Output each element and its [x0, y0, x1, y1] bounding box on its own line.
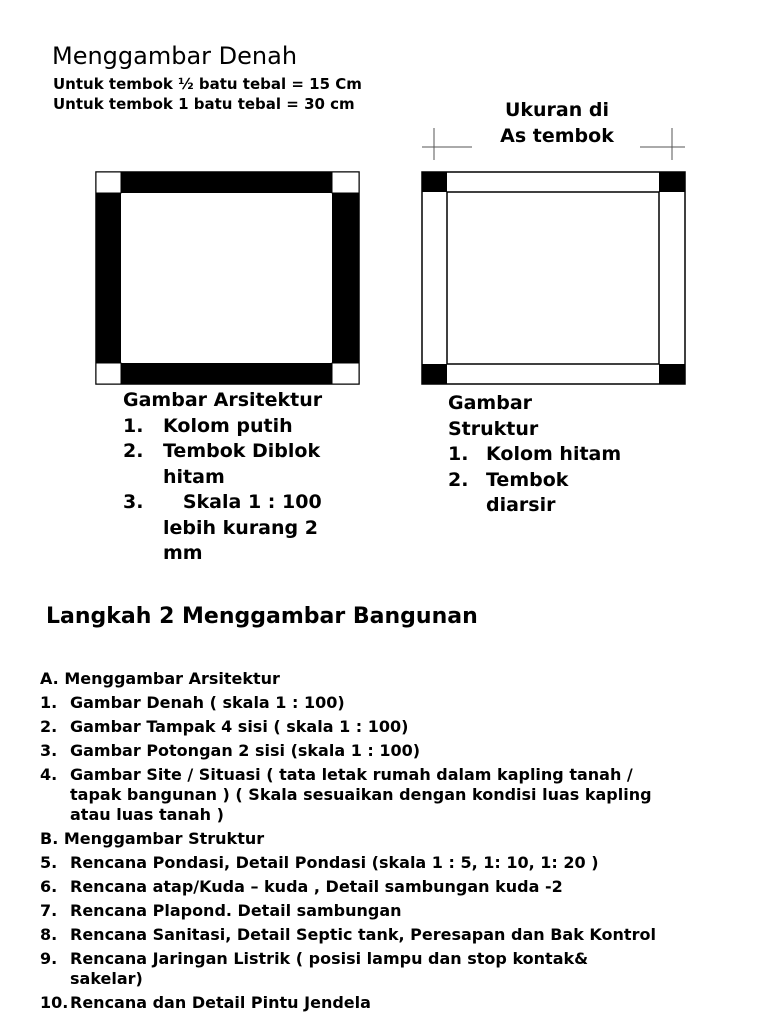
list-number: 3. — [123, 491, 144, 513]
section-heading-arsitektur: A. Menggambar Arsitektur — [40, 669, 280, 688]
arch-column-br — [332, 363, 359, 384]
list-number: 2. — [448, 468, 469, 491]
architectural-plan-drawing — [96, 172, 359, 384]
list-text: Rencana Jaringan Listrik ( posisi lampu dan stop kontak& sakelar) — [70, 949, 589, 988]
intro-line-half-brick: Untuk tembok ½ batu tebal = 15 Cm — [53, 75, 362, 93]
list-number: 4. — [40, 765, 58, 784]
struct-column-bl — [422, 364, 447, 384]
list-item — [448, 442, 648, 468]
list-text: Rencana Plapond. Detail sambungan — [70, 901, 402, 920]
list-number: 6. — [40, 877, 58, 896]
section-heading-struktur: B. Menggambar Struktur — [40, 829, 265, 848]
list-text: Kolom putih — [163, 414, 293, 437]
structural-caption — [448, 391, 648, 519]
list-item — [40, 993, 760, 1013]
list-number: 3. — [40, 741, 58, 760]
arch-wall-bottom — [121, 363, 332, 384]
list-item — [448, 468, 648, 519]
dimension-note-line1: Ukuran di — [504, 99, 610, 121]
list-item — [40, 693, 760, 713]
architectural-caption — [123, 388, 358, 567]
list-item — [123, 414, 358, 440]
dimension-note — [486, 97, 628, 149]
list-number: 9. — [40, 949, 58, 968]
list-text: Gambar Site / Situasi ( tata letak rumah dalam kapling tanah / tapak bangunan ) ( Skala sesuaikan dengan kondisi luas kapling atau luas tanah ) — [70, 765, 652, 824]
task-list — [40, 669, 760, 1017]
struct-column-tr — [659, 172, 685, 192]
arch-wall-top — [121, 172, 332, 193]
list-text: Rencana atap/Kuda – kuda , Detail sambungan kuda -2 — [70, 877, 563, 896]
struct-column-br — [659, 364, 685, 384]
struct-column-tl — [422, 172, 447, 192]
list-text: Skala 1 : 100 lebih kurang 2 mm — [163, 491, 329, 564]
list-item — [40, 925, 760, 945]
list-number: 1. — [448, 443, 469, 465]
dimension-note-line2: As tembok — [500, 125, 614, 147]
list-item — [40, 901, 760, 921]
list-text: Gambar Tampak 4 sisi ( skala 1 : 100) — [70, 717, 409, 736]
structural-plan-drawing — [422, 172, 685, 384]
list-text: Gambar Denah ( skala 1 : 100) — [70, 693, 345, 712]
structural-caption-heading-line1: Gambar — [448, 392, 533, 414]
list-item — [40, 853, 760, 873]
list-text: Gambar Potongan 2 sisi (skala 1 : 100) — [70, 741, 421, 760]
architectural-caption-heading: Gambar Arsitektur — [123, 389, 323, 411]
structural-caption-heading-line2: Struktur — [448, 417, 539, 440]
arch-column-tr — [332, 172, 359, 193]
arch-column-tl — [96, 172, 121, 193]
list-text: Rencana Pondasi, Detail Pondasi (skala 1 : 5, 1: 10, 1: 20 ) — [70, 853, 599, 872]
list-number: 2. — [123, 440, 144, 462]
list-item — [123, 490, 358, 567]
arch-column-bl — [96, 363, 121, 384]
list-number: 10. — [40, 993, 69, 1012]
list-text: Tembok Diblok hitam — [163, 440, 321, 488]
list-item — [40, 877, 760, 897]
list-text: Rencana dan Detail Pintu Jendela — [70, 993, 371, 1012]
list-number: 8. — [40, 925, 58, 944]
list-number: 2. — [40, 717, 58, 736]
list-number: 5. — [40, 853, 58, 872]
intro-line-full-brick: Untuk tembok 1 batu tebal = 30 cm — [53, 95, 355, 113]
list-text: Tembok diarsir — [486, 468, 569, 516]
arch-outer-outline — [96, 172, 359, 384]
list-number: 1. — [123, 414, 144, 437]
list-number: 7. — [40, 901, 58, 920]
arch-wall-left — [96, 193, 121, 363]
list-text: Kolom hitam — [486, 443, 622, 465]
list-item — [123, 439, 358, 490]
list-item — [40, 741, 760, 761]
list-number: 1. — [40, 693, 58, 712]
list-item — [40, 717, 760, 737]
list-text: Rencana Sanitasi, Detail Septic tank, Peresapan dan Bak Kontrol — [70, 925, 656, 944]
section-title: Langkah 2 Menggambar Bangunan — [46, 604, 478, 629]
list-item — [40, 949, 760, 989]
list-item — [40, 765, 760, 825]
page-title: Menggambar Denah — [52, 42, 298, 70]
arch-wall-right — [332, 193, 359, 363]
struct-outer-outline — [422, 172, 685, 384]
